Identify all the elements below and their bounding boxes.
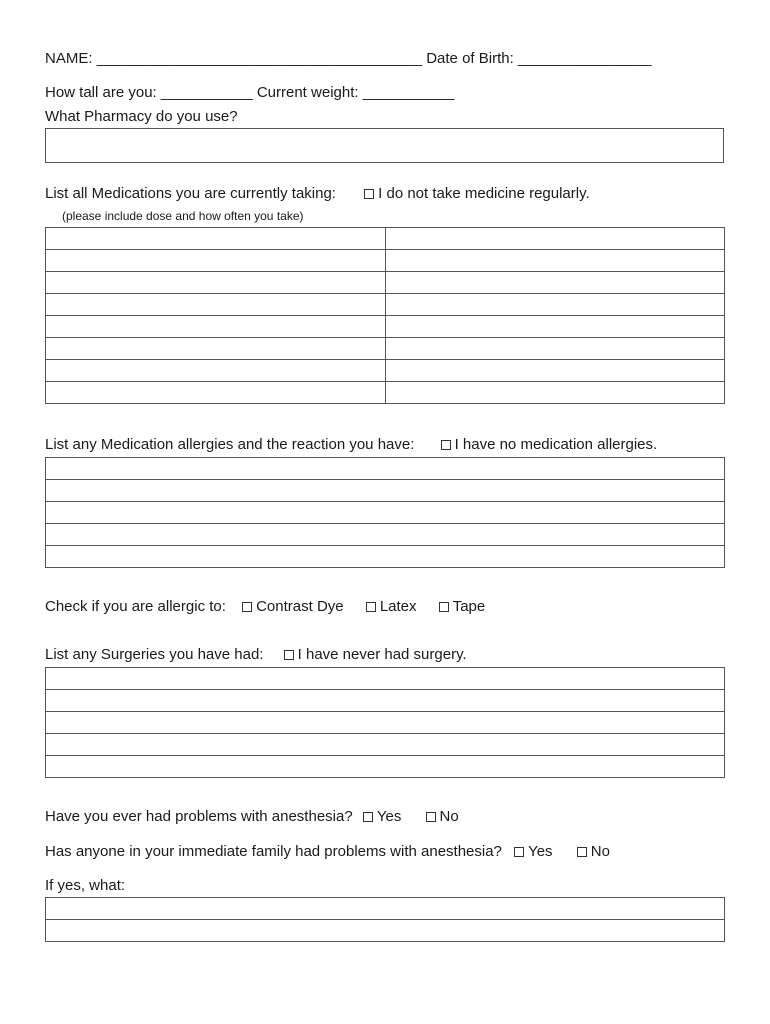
anesthesia-q1-text: Have you ever had problems with anesthesia? [45,808,353,825]
surgery-cell[interactable] [46,734,725,756]
table-row [46,756,725,778]
dose-cell[interactable] [386,360,725,382]
height-weight-line [45,84,454,101]
table-row [46,480,725,502]
name-field[interactable]: _______________________________________ [96,50,423,67]
allergy-cell[interactable] [46,480,725,502]
medication-cell[interactable] [46,294,386,316]
table-row [46,546,725,568]
surgeries-line [45,646,467,663]
allergic-to-line [45,598,485,615]
surgeries-label: List any Surgeries you have had: [45,646,264,663]
surgery-cell[interactable] [46,690,725,712]
pharmacy-label: What Pharmacy do you use? [45,108,238,125]
medications-label: List all Medications you are currently taking: [45,185,336,202]
if-yes-label: If yes, what: [45,877,126,894]
medications-table [45,227,725,404]
dose-cell[interactable] [386,382,725,404]
table-row [46,690,725,712]
q1-no-checkbox[interactable] [426,812,436,822]
table-row [46,668,725,690]
no-medicine-option[interactable] [364,185,590,202]
tape-checkbox[interactable] [439,602,449,612]
medications-note: (please include dose and how often you take) [62,209,304,223]
height-label: How tall are you: [45,84,157,101]
dose-cell[interactable] [386,228,725,250]
height-field[interactable]: ___________ [160,84,253,101]
allergies-line [45,436,657,453]
table-row [46,502,725,524]
anesthesia-question-2 [45,843,610,860]
q2-yes-option[interactable] [514,843,552,860]
contrast-dye-checkbox[interactable] [242,602,252,612]
q1-no-option[interactable] [426,808,459,825]
allergy-cell[interactable] [46,524,725,546]
no-medicine-text: I do not take medicine regularly. [378,185,590,202]
dose-cell[interactable] [386,316,725,338]
medication-cell[interactable] [46,272,386,294]
table-row [46,734,725,756]
weight-label: Current weight: [256,84,359,101]
weight-field[interactable]: ___________ [362,84,455,101]
latex-text: Latex [379,598,417,615]
surgery-cell[interactable] [46,756,725,778]
medication-cell[interactable] [46,228,386,250]
table-row [46,316,725,338]
latex-option[interactable] [366,598,417,615]
q2-yes-text: Yes [528,843,553,860]
table-row [46,458,725,480]
no-surgery-option[interactable] [284,646,467,663]
medications-line [45,185,590,202]
q1-yes-option[interactable] [363,808,401,825]
dose-cell[interactable] [386,272,725,294]
q1-yes-text: Yes [376,808,402,825]
surgery-cell[interactable] [46,712,725,734]
no-allergies-option[interactable] [441,436,658,453]
name-dob-line [45,50,651,67]
no-allergies-text: I have no medication allergies. [454,436,658,453]
if-yes-table [45,897,725,942]
q2-no-text: No [590,843,610,860]
allergies-label: List any Medication allergies and the reaction you have: [45,436,415,453]
if-yes-cell[interactable] [46,898,725,920]
table-row [46,250,725,272]
anesthesia-q2-text: Has anyone in your immediate family had problems with anesthesia? [45,843,502,860]
allergy-cell[interactable] [46,502,725,524]
surgery-cell[interactable] [46,668,725,690]
medication-cell[interactable] [46,250,386,272]
latex-checkbox[interactable] [366,602,376,612]
dose-cell[interactable] [386,250,725,272]
q2-yes-checkbox[interactable] [514,847,524,857]
dose-cell[interactable] [386,338,725,360]
table-row [46,294,725,316]
contrast-dye-text: Contrast Dye [256,598,344,615]
no-surgery-checkbox[interactable] [284,650,294,660]
table-row [46,360,725,382]
table-row [46,228,725,250]
surgeries-table [45,667,725,778]
allergy-cell[interactable] [46,546,725,568]
table-row [46,338,725,360]
medication-cell[interactable] [46,360,386,382]
q2-no-checkbox[interactable] [577,847,587,857]
q2-no-option[interactable] [577,843,610,860]
table-row [46,898,725,920]
no-allergies-checkbox[interactable] [441,440,451,450]
anesthesia-question-1 [45,808,459,825]
dob-label: Date of Birth: [426,50,514,67]
table-row [46,920,725,942]
medication-cell[interactable] [46,338,386,360]
dob-field[interactable]: ________________ [517,50,652,67]
dose-cell[interactable] [386,294,725,316]
no-medicine-checkbox[interactable] [364,189,374,199]
table-row [46,382,725,404]
allergic-to-label: Check if you are allergic to: [45,598,226,615]
allergies-table [45,457,725,568]
q1-yes-checkbox[interactable] [363,812,373,822]
tape-text: Tape [452,598,486,615]
medication-cell[interactable] [46,382,386,404]
tape-option[interactable] [439,598,486,615]
table-row [46,272,725,294]
table-row [46,524,725,546]
if-yes-cell[interactable] [46,920,725,942]
no-surgery-text: I have never had surgery. [297,646,467,663]
name-label: NAME: [45,50,93,67]
contrast-dye-option[interactable] [242,598,344,615]
allergy-cell[interactable] [46,458,725,480]
medication-cell[interactable] [46,316,386,338]
pharmacy-input[interactable] [45,128,724,163]
q1-no-text: No [439,808,459,825]
table-row [46,712,725,734]
